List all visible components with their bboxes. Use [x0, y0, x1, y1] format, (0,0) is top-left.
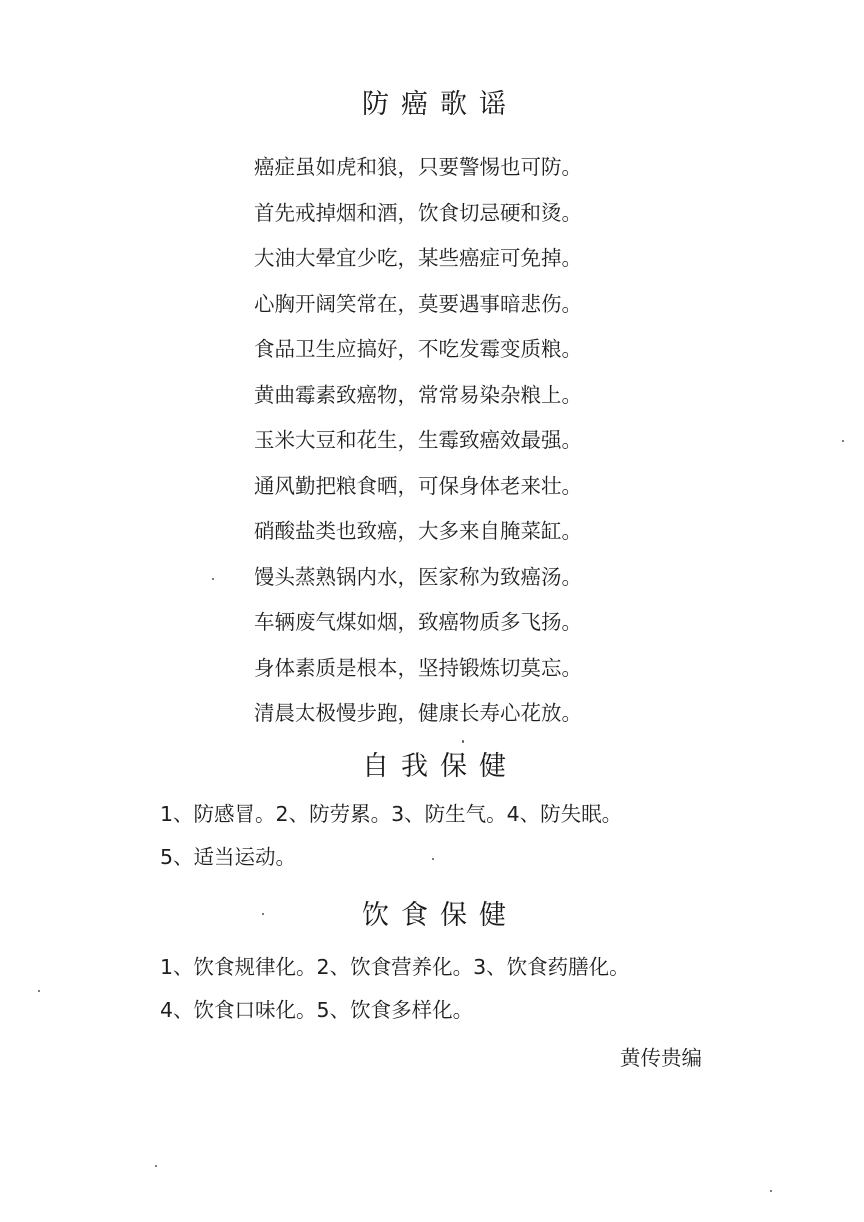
scan-speck — [462, 740, 464, 743]
scan-speck — [842, 440, 844, 442]
scan-speck — [770, 1190, 772, 1192]
author-signature: 黄传贵编 — [620, 1046, 702, 1070]
poem-line: 玉米大豆和花生，生霉致癌效最强。 — [254, 428, 582, 452]
poem-line: 清晨太极慢步跑，健康长寿心花放。 — [254, 701, 582, 725]
poem-body — [254, 150, 634, 742]
poem-line: 首先戒掉烟和酒，饮食切忌硬和烫。 — [254, 200, 582, 225]
poem-line: 癌症虽如虎和狼，只要警惕也可防。 — [254, 155, 582, 179]
poem-line: 身体素质是根本，坚持锻炼切莫忘。 — [254, 655, 582, 680]
diet-care-list — [160, 950, 720, 1036]
diet-care-line: 1、饮食规律化。2、饮食营养化。3、饮食药膳化。 — [160, 955, 630, 979]
self-care-line: 5、适当运动。 — [160, 845, 297, 869]
page-title: 防癌歌谣 — [362, 89, 518, 120]
self-care-line: 1、防感冒。2、防劳累。3、防生气。4、防失眠。 — [160, 802, 623, 826]
section-title-diet-care: 饮食保健 — [362, 900, 518, 931]
poem-line: 食品卫生应搞好，不吃发霉变质粮。 — [254, 337, 582, 361]
scan-speck — [212, 578, 214, 580]
diet-care-line: 4、饮食口味化。5、饮食多样化。 — [160, 998, 474, 1022]
poem-line: 大油大晕宜少吃，某些癌症可免掉。 — [254, 246, 582, 270]
poem-line: 通风勤把粮食晒，可保身体老来壮。 — [254, 473, 582, 498]
poem-line: 心胸开阔笑常在，莫要遇事暗悲伤。 — [254, 291, 582, 316]
poem-line: 车辆废气煤如烟，致癌物质多飞扬。 — [254, 610, 582, 634]
poem-line: 黄曲霉素致癌物，常常易染杂粮上。 — [254, 382, 582, 407]
scan-speck — [432, 858, 434, 860]
section-title-self-care: 自我保健 — [362, 751, 518, 782]
scan-speck — [262, 913, 264, 915]
self-care-list — [160, 797, 720, 883]
scan-speck — [38, 990, 40, 992]
scan-speck — [155, 1165, 157, 1167]
poem-line: 馒头蒸熟锅内水，医家称为致癌汤。 — [254, 564, 582, 589]
poem-line: 硝酸盐类也致癌，大多来自腌菜缸。 — [254, 519, 582, 543]
